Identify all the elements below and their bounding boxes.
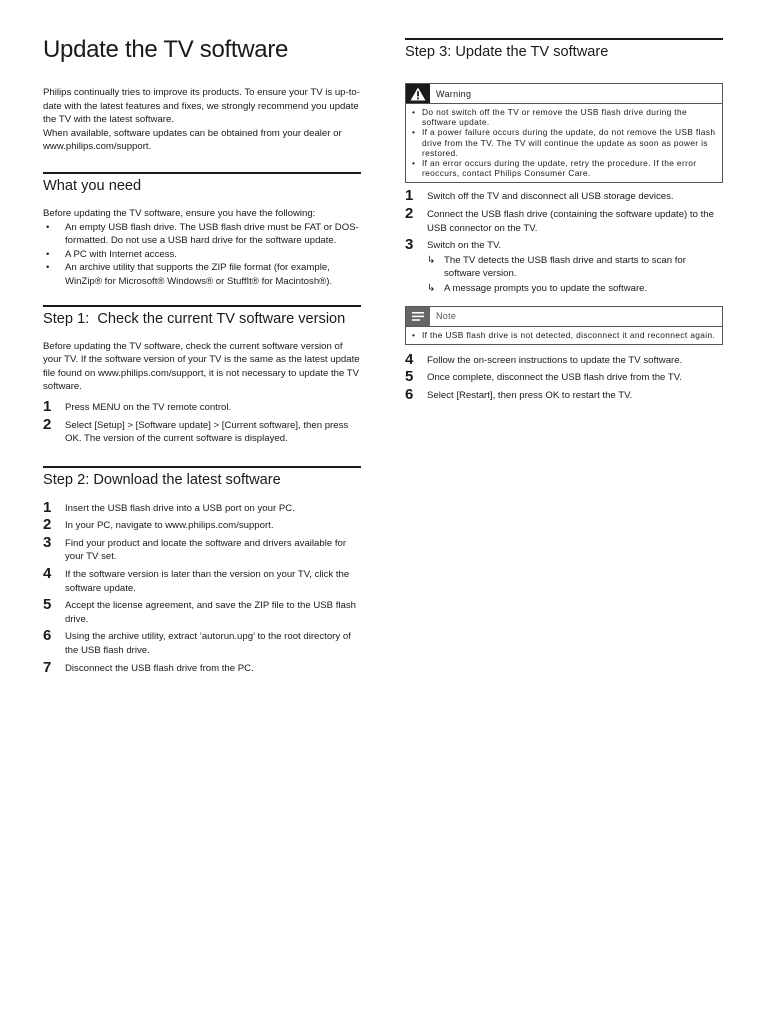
list-item: • If the USB flash drive is not detected, disconnect it and reconnect again. (412, 330, 718, 340)
step-content (427, 189, 723, 204)
step-list (405, 350, 723, 403)
step-number: 6 (405, 385, 414, 403)
step-content (427, 370, 723, 385)
step-label: Step 2: (43, 471, 94, 488)
step-text: Disconnect the USB flash drive from the PC. (65, 662, 254, 674)
step-number: 5 (405, 368, 414, 386)
list-item: • If a power failure occurs during the update, do not remove the USB flash drive from the TV. The TV will continue the update as soon as power is restored. (412, 127, 718, 158)
step-list (405, 189, 723, 295)
step-number: 2 (405, 205, 414, 223)
list-item: • An archive utility that supports the ZIP file format (for example, WinZip® for Microsoft® Windows® or StuffIt® for Macintosh®). (43, 261, 361, 288)
step-item (405, 370, 723, 385)
step-text: Once complete, disconnect the USB flash drive from the TV. (427, 372, 682, 384)
step-item (43, 397, 361, 415)
step-text: If the software version is later than the version on your TV, click the software update. (65, 569, 350, 594)
step-content (427, 353, 723, 368)
step-item (405, 385, 723, 403)
page-title: Update the TV software (43, 36, 289, 63)
step-text: Select [Restart], then press OK to restart the TV. (427, 389, 633, 401)
step-number: 1 (43, 397, 52, 415)
section-body (43, 207, 361, 289)
section-title: Download the latest software (93, 471, 281, 488)
section-step3 (405, 38, 723, 403)
section-heading (405, 38, 723, 61)
section-body (43, 498, 361, 676)
warning-body (406, 104, 722, 182)
step-item (43, 658, 361, 676)
step-item (43, 415, 361, 446)
requirements-list (43, 221, 361, 289)
intro-paragraph: Philips continually tries to improve its products. To ensure your TV is up-to-date with the latest features and fixes, we strongly recommend you update the TV with the latest software. (43, 87, 360, 126)
intro-paragraph: When available, software updates can be obtained from your dealer or www.philips.com/support. (43, 127, 342, 153)
step-item (43, 518, 361, 533)
step-text: Insert the USB flash drive into a USB port on your PC. (65, 502, 295, 514)
step-content (65, 400, 361, 415)
result-arrow-icon: ↳ (427, 282, 436, 294)
step-item (405, 189, 723, 204)
intro (43, 86, 361, 154)
section-body (43, 340, 361, 446)
section-lead: Before updating the TV software, check the current software version of your TV. If the software version of your TV is the same as the latest update file found on www.philips.com/support, it is not necessary to update the TV software. (43, 340, 360, 393)
section-step2 (43, 466, 361, 676)
step-text: Press MENU on the TV remote control. (65, 401, 232, 413)
step-item (43, 498, 361, 516)
list-item: • Do not switch off the TV or remove the USB flash drive during the software update. (412, 107, 718, 127)
step-label: Step 1: (43, 310, 98, 327)
section-step1 (43, 305, 361, 446)
step-number: 1 (405, 187, 414, 205)
step-item (405, 350, 723, 368)
note-body (406, 327, 722, 344)
step-number: 7 (43, 658, 52, 676)
step-number: 3 (405, 236, 414, 254)
step-number: 4 (43, 565, 52, 583)
step-content (65, 501, 361, 516)
left-column (43, 0, 361, 675)
section-heading (43, 305, 361, 328)
step-text: In your PC, navigate to www.philips.com/support. (65, 520, 274, 532)
step-text: Accept the license agreement, and save the ZIP file to the USB flash drive. (65, 600, 356, 625)
section-what-you-need (43, 172, 361, 289)
step-number: 1 (43, 498, 52, 516)
step-number: 2 (43, 415, 52, 433)
note-box (405, 306, 723, 345)
result-arrow-icon: ↳ (427, 254, 436, 266)
step-result (427, 282, 723, 296)
note-icon (406, 307, 430, 326)
section-heading (43, 466, 361, 489)
step-content (65, 567, 361, 595)
step-item (43, 567, 361, 595)
step-text: Switch on the TV. (427, 240, 502, 252)
step-content (65, 536, 361, 564)
step-item (43, 629, 361, 657)
step-text: Find your product and locate the software and drivers available for your TV set. (65, 537, 347, 563)
step-label: Step 3: (405, 44, 456, 60)
step-text: Connect the USB flash drive (containing the software update) to the USB connector on the TV. (427, 209, 714, 234)
step-number: 5 (43, 596, 52, 614)
step-text: Follow the on-screen instructions to update the TV software. (427, 354, 683, 366)
step-content (65, 418, 361, 446)
step-content (65, 629, 361, 657)
step-number: 3 (43, 533, 52, 551)
warning-icon (406, 84, 430, 103)
section-title: What you need (43, 177, 142, 194)
step-text: Select [Setup] > [Software update] > [Current software], then press OK. The version of the current software is displayed. (65, 419, 349, 445)
step-content (427, 238, 723, 295)
section-title: Update the TV software (455, 44, 609, 60)
section-title: Check the current TV software version (97, 310, 346, 327)
step-item (405, 238, 723, 295)
step-item (43, 533, 361, 564)
step-list (43, 498, 361, 676)
step-number: 4 (405, 350, 414, 368)
right-column (405, 0, 723, 403)
step-result (427, 254, 723, 281)
step-content (427, 388, 723, 403)
step-text: Using the archive utility, extract ‘autorun.upg’ to the root directory of the USB flash drive. (65, 631, 351, 657)
step-content (65, 661, 361, 676)
step-content (427, 207, 723, 235)
note-label: Note (436, 311, 457, 322)
step-number: 6 (43, 627, 52, 645)
warning-header (406, 84, 722, 104)
list-item: • A PC with Internet access. (43, 248, 361, 262)
step-result-text: The TV detects the USB flash drive and starts to scan for software version. (444, 254, 686, 280)
step-content (65, 598, 361, 626)
step-item (43, 598, 361, 626)
warning-box (405, 83, 723, 183)
list-item: • An empty USB flash drive. The USB flash drive must be FAT or DOS-formatted. Do not use a USB hard drive for the software update. (43, 221, 361, 248)
warning-label: Warning (436, 88, 472, 99)
list-item: • If an error occurs during the update, retry the procedure. If the error reoccurs, contact Philips Consumer Care. (412, 158, 718, 178)
step-item (405, 207, 723, 235)
step-result-text: A message prompts you to update the software. (444, 282, 648, 294)
step-text: Switch off the TV and disconnect all USB storage devices. (427, 191, 674, 203)
step-list (43, 397, 361, 446)
note-header (406, 307, 722, 327)
step-number: 2 (43, 516, 52, 534)
section-lead: Before updating the TV software, ensure you have the following: (43, 207, 316, 219)
section-heading (43, 172, 361, 195)
step-content (65, 518, 361, 533)
